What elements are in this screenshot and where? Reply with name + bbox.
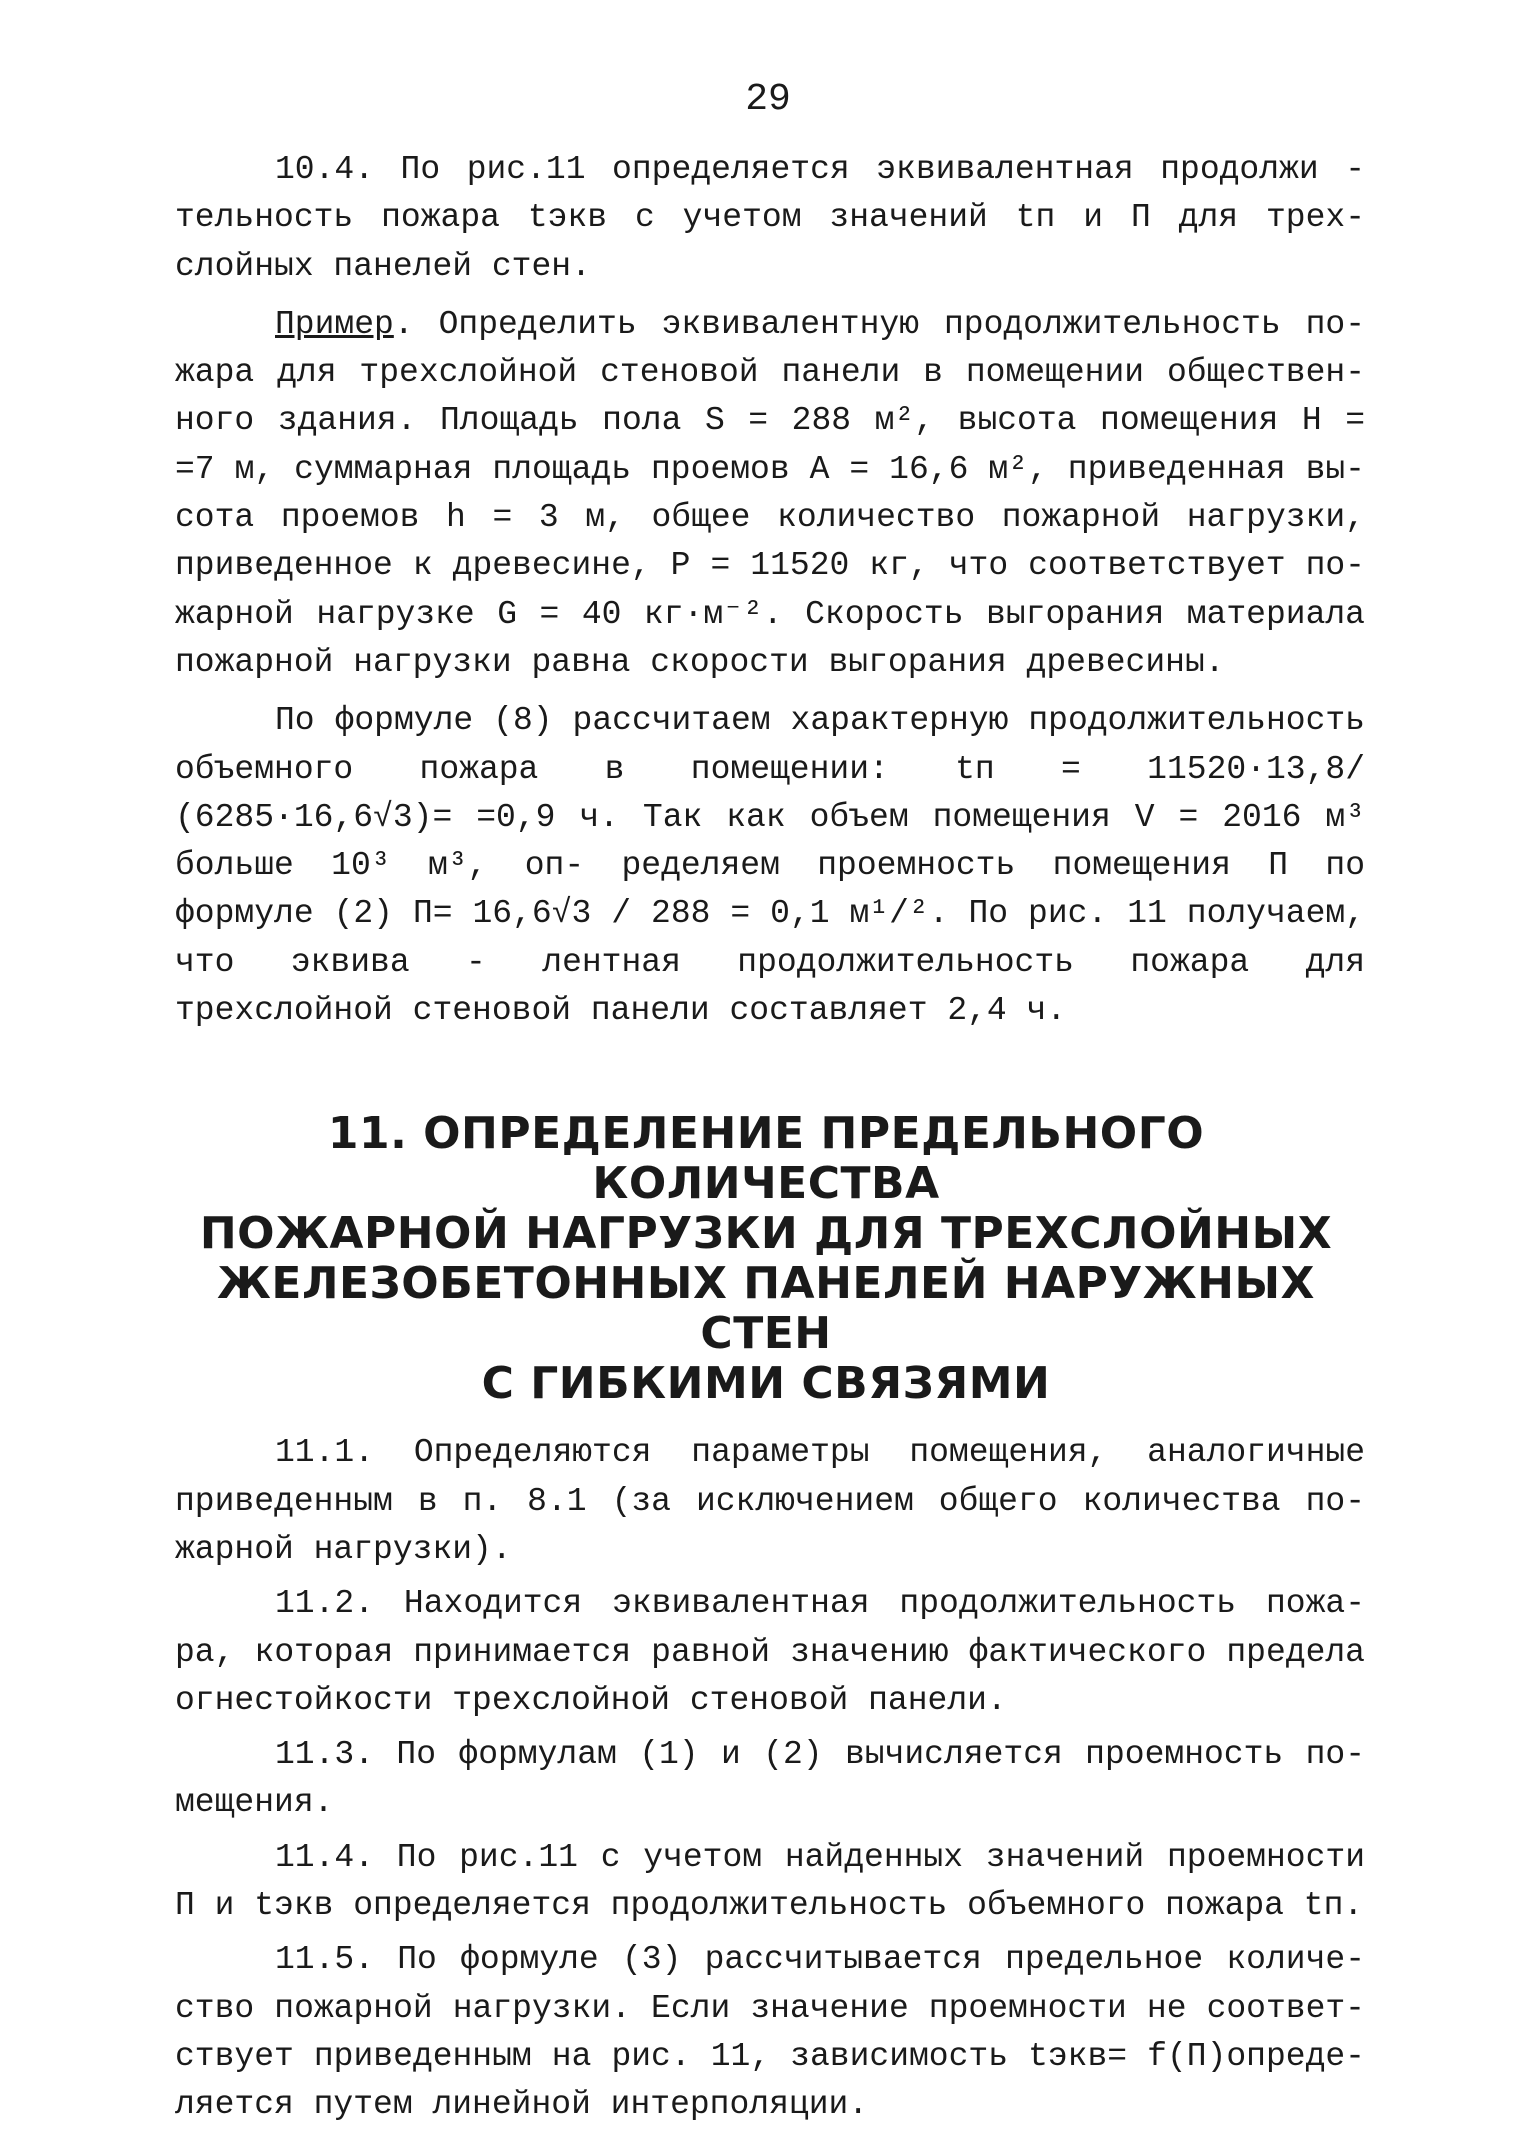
heading-line-4: С ГИБКИМИ СВЯЗЯМИ — [481, 1358, 1051, 1410]
heading-line-3: ЖЕЛЕЗОБЕТОННЫХ ПАНЕЛЕЙ НАРУЖНЫХ СТЕН — [217, 1258, 1315, 1360]
heading-line-2: ПОЖАРНОЙ НАГРУЗКИ ДЛЯ ТРЕХСЛОЙНЫХ — [199, 1208, 1333, 1260]
paragraph-11-1: 11.1. Определяются параметры помещения, аналогичные приведенным в п. 8.1 (за исключением общего количества по- жарной нагрузки). — [175, 1434, 1365, 1568]
paragraph-10-4: 10.4. По рис.11 определяется эквивалентная продолжи - тельность пожара tэкв с учетом значений tп и П для трех- слойных панелей стен. — [175, 151, 1365, 285]
section-11-heading — [167, 1109, 1365, 1409]
example-text: . Определить эквивалентную продолжительность по- жара для трехслойной стеновой панели в помещении обществен- ного здания. Площадь пола S = 288 м², высота помещения H = =7 м, суммарная площадь проемов A = 16,6 м², приведенная вы- сота проемов h = 3 м, общее количество пожарной нагрузки, приведенное к древесине, P = 11520 кг, что соответствует по- жарной нагрузке G = 40 кг·м⁻². Скорость выгорания материала пожарной нагрузки равна скорости выгорания древесины. — [175, 305, 1365, 681]
paragraph-11-5: 11.5. По формуле (3) рассчитывается предельное количе- ство пожарной нагрузки. Если значение проемности не соответ- ствует приведенным на рис. 11, зависимость tэкв= f(П)опреде- ляется путем линейной интерполяции. — [175, 1941, 1365, 2124]
paragraph-calculation: По формуле (8) рассчитаем характерную продолжительность объемного пожара в помещении: tп = 11520·13,8/ (6285·16,6√3)= =0,9 ч. Так как объем помещения V = 2016 м³ больше 10³ м³, оп- ределяем проемность помещения П по формуле (2) П= 16,6√3 / 288 = 0,1 м¹/². По рис. 11 получаем, что эквива - лентная продолжительность пожара для трехслойной стеновой панели составляет 2,4 ч. — [175, 702, 1365, 1030]
paragraph-11-4: 11.4. По рис.11 с учетом найденных значений проемности П и tэкв определяется продолжительность объемного пожара tп. — [175, 1838, 1365, 1925]
heading-line-1: 11. ОПРЕДЕЛЕНИЕ ПРЕДЕЛЬНОГО КОЛИЧЕСТВА — [327, 1108, 1205, 1210]
example-label: Пример — [275, 305, 394, 343]
page-number: 29 — [745, 78, 791, 121]
paragraph-example — [175, 301, 1365, 687]
paragraph-11-3: 11.3. По формулам (1) и (2) вычисляется проемность по- мещения. — [175, 1736, 1365, 1822]
paragraph-11-2: 11.2. Находится эквивалентная продолжительность пожа- ра, которая принимается равной значению фактического предела огнестойкости трехслойной стеновой панели. — [175, 1585, 1365, 1719]
document-body — [175, 146, 1365, 2130]
